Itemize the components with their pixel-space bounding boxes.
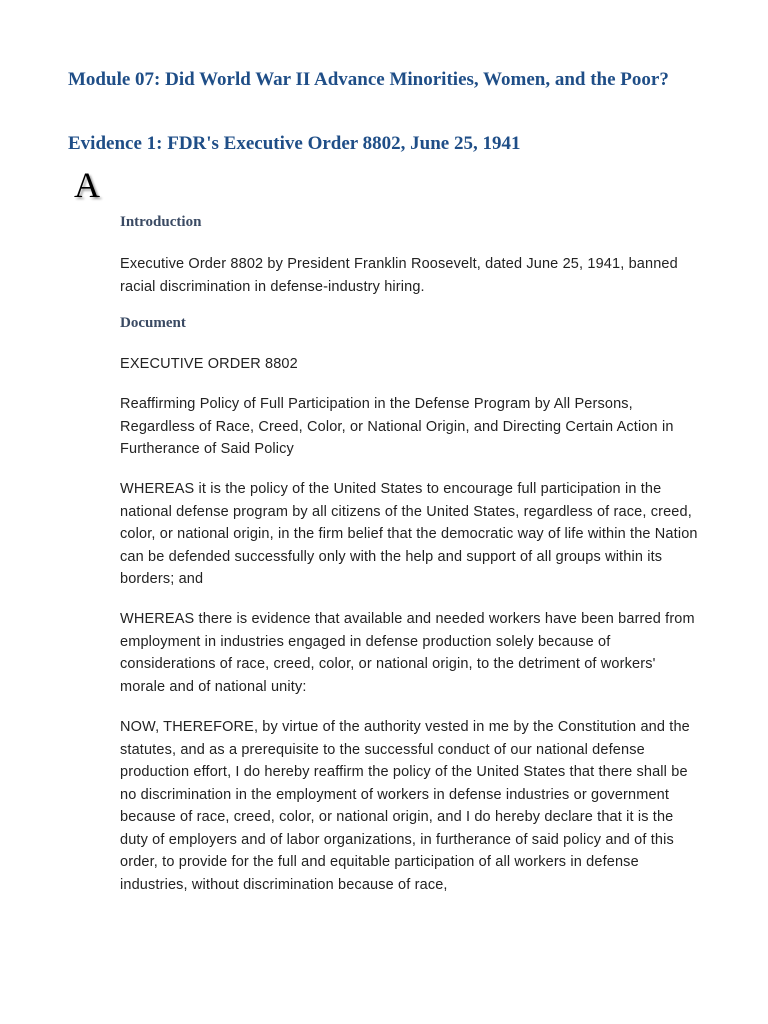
whereas-paragraph-1: WHEREAS it is the policy of the United States to encourage full participation in the national defense program by all citizens of the United States, regardless of race, creed, color, or national origin, in the firm belief that the democratic way of life within the Nation can be defended successfully only with the help and support of all groups within its borders; and <box>120 481 698 587</box>
module-title: Module 07: Did World War II Advance Minorities, Women, and the Poor? <box>68 69 669 90</box>
introduction-paragraph: Executive Order 8802 by President Franklin Roosevelt, dated June 25, 1941, banned racial discrimination in defense-industry hiring. <box>120 256 678 295</box>
whereas-paragraph-2: WHEREAS there is evidence that available and needed workers have been barred from employment in industries engaged in defense production solely because of considerations of race, creed, color, or national origin, to the detriment of workers' morale and of national unity: <box>120 611 695 695</box>
reaffirming-paragraph: Reaffirming Policy of Full Participation in the Defense Program by All Persons, Regardless of Race, Creed, Color, or National Origin, and Directing Certain Action in Furtherance of Said Policy <box>120 396 674 457</box>
drop-cap-letter: A <box>74 165 100 205</box>
introduction-heading: Introduction <box>120 214 202 230</box>
order-title: EXECUTIVE ORDER 8802 <box>120 356 298 372</box>
document-heading: Document <box>120 315 186 331</box>
evidence-title: Evidence 1: FDR's Executive Order 8802, June 25, 1941 <box>68 133 521 154</box>
now-therefore-paragraph: NOW, THEREFORE, by virtue of the authority vested in me by the Constitution and the statutes, and as a prerequisite to the successful conduct of our national defense production effort, I do hereby reaffirm the policy of the United States that there shall be no discrimination in the employment of workers in defense industries or government because of race, creed, color, or national origin, and I do hereby declare that it is the duty of employers and of labor organizations, in furtherance of said policy and of this order, to provide for the full and equitable participation of all workers in defense industries, without discrimination because of race, <box>120 719 690 893</box>
